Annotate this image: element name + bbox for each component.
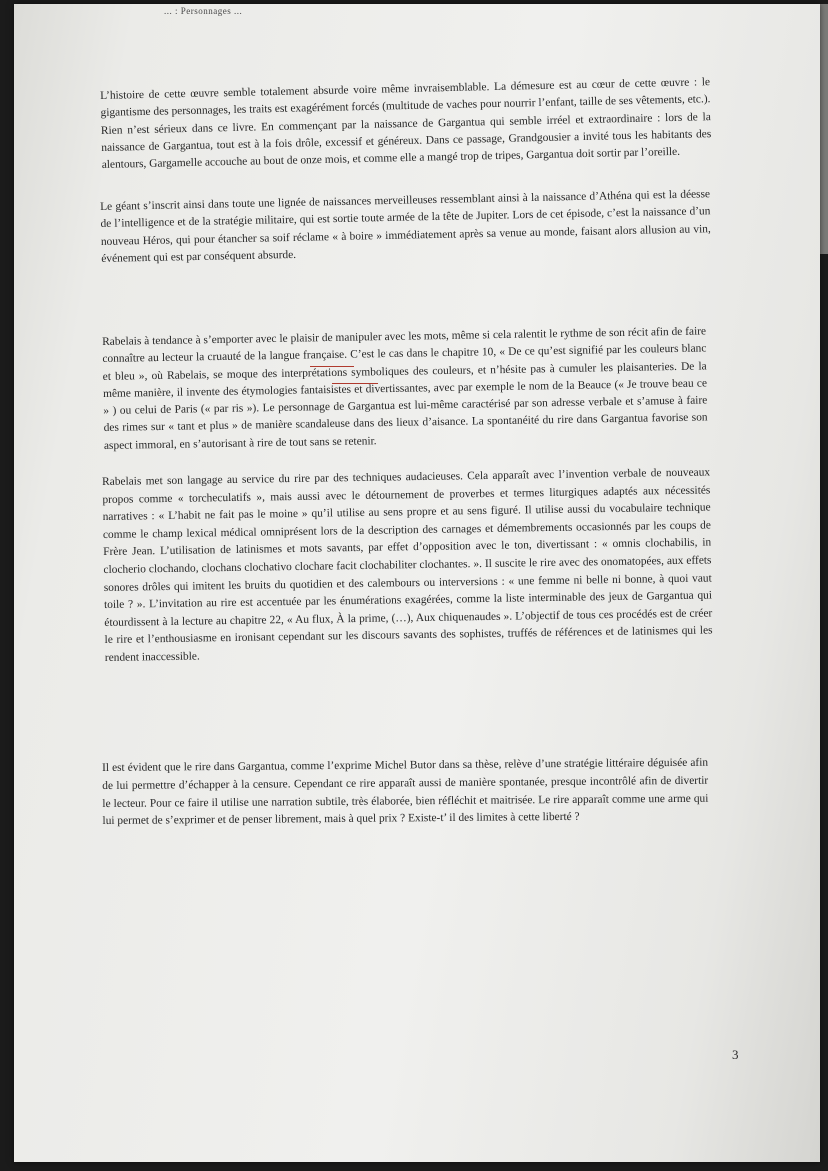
document-page xyxy=(14,4,820,1162)
red-correction-mark xyxy=(310,364,354,367)
paragraph-language-techniques: Rabelais met son langage au service du rire par des techniques audacieuses. Cela apparaît avec l’invention verbale de nouveaux propos comme « torcheculatifs », mais aussi avec le détournement de proverbes et termes liturgiques adaptés aux nécessités narratives : « L’habit ne fait pas le moine » qu’il utilise au sens propre et au sens figuré. Il utilise aussi du vocabulaire technique comme le champ lexical médical omniprésent lors de la description des carnages et démembrements occasionnés par les coups de Frère Jean. L’utilisation de latinismes et mots savants, par effet d’opposition avec le ton, divertissant : « omnis clochabilis, in clocherio clochando, clochans clochativo clochare facit clochabiliter clochantes. ». Il suscite le rire avec des onomatopées, aux effets sonores drôles qui imitent les bruits du quotidien et des calembours ou interversions : « une femme ni belle ni bonne, à quoi vaut toile ? ». L’invitation au rire est accentuée par les énumérations exagérées, comme la liste interminable des jeux de Gargantua qui étourdissent à la lecture au chapitre 22, « Au flux, À la prime, (…), Aux chiquenaudes ». L’objectif de tous ces procédés est de créer le rire et l’enthousiasme en ironisant cependant sur les discours savants des sophistes, truffés de références et de latinismes qui les rendent inaccessible. xyxy=(102,466,713,664)
paragraph-conclusion: Il est évident que le rire dans Gargantua, comme l’exprime Michel Butor dans sa thèse, relève d’une stratégie littéraire déguisée afin de lui permettre d’échapper à la censure. Cependant ce rire apparaît aussi de manière spontanée, presque incontrôlé afin de divertir le lecteur. Pour ce faire il utilise une narration subtile, très élaborée, bien réfléchit et maitrisée. Le rire apparaît comme une arme qui lui permet de s’exprimer et de penser librement, mais à quel prix ? Existe-t’ il des limites à cette liberté ? xyxy=(102,756,709,828)
red-correction-mark xyxy=(332,381,378,384)
paragraph-giant-birth: Le géant s’inscrit ainsi dans toute une lignée de naissances merveilleuses ressemblant ainsi à la naissance d’Athéna qui est la déesse de l’intelligence et de la stratégie militaire, qui est sortie toute armée de la tête de Jupiter. Lors de cet épisode, c’est la naissance d’un nouveau Héros, qui pour étancher sa soif réclame « à boire » immédiatement après sa venue au monde, faisant alors allusion au vin, événement qui est par conséquent absurde. xyxy=(100,188,711,265)
header-fragment: ... : Personnages ... xyxy=(164,6,243,16)
paragraph-wordplay: Rabelais à tendance à s’emporter avec le plaisir de manipuler avec les mots, même si cela ralentit le rythme de son récit afin de faire connaître au lecteur la cruauté de la langue française. C’est le cas dans le chapitre 10, « De ce qu’est signifié par les couleurs blanc et bleu », où Rabelais, se moque des interprétations symboliques des couleurs, et n’hésite pas à cumuler les plaisanteries. De la même manière, il invente des étymologies fantaisistes et divertissantes, avec par exemple le nom de la Beauce (« Je trouve beau ce » ) ou celui de Paris (« par ris »). Le personnage de Gargantua est lui-même caractérisé par son adresse verbale et s’amuse à faire des rimes sur « tant et plus » de manière scandaleuse dans des lieux d’aisance. La spontanéité du rire dans Gargantua favorise son aspect immoral, en s’autorisant à rire de tout sans se retenir. xyxy=(102,325,708,452)
paragraph-absurdity: L’histoire de cette œuvre semble totalement absurde voire même invraisemblable. La démesure est au cœur de cette œuvre : le gigantisme des personnages, les traits est exagérément forcés (multitude de vaches pour nourrir l’enfant, taille de ses vêtements, etc.). Rien n’est sérieux dans ce livre. En commençant par la naissance de Gargantua qui semble irréel et extraordinaire : lors de la naissance de Gargantua, tout est à la fois drôle, excessif et généreux. Dans ce passage, Grandgousier a invité tous les habitants des alentours, Gargamelle accouche au bout de onze mois, et comme elle a mangé trop de tripes, Gargantua doit sortir par l’oreille. xyxy=(100,76,712,172)
page-number: 3 xyxy=(732,1047,739,1062)
